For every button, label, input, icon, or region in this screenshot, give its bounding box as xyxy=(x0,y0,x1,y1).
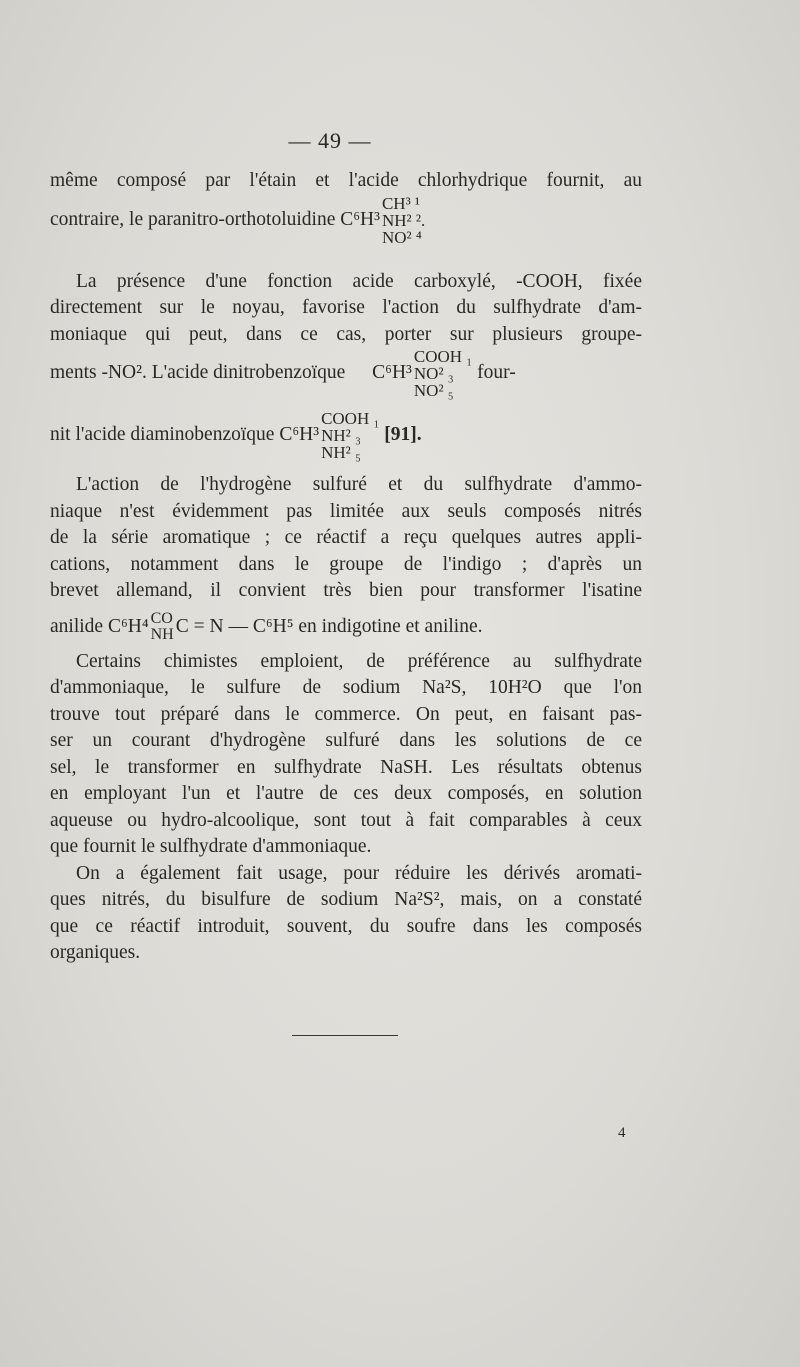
formula-group: COOH ₁ xyxy=(413,347,473,366)
text-line: cations, notamment dans le groupe de l'indigo ; d'après un xyxy=(50,553,642,575)
text-line: On a également fait usage, pour réduire les dérivés aromati- xyxy=(76,862,642,884)
formula-base: C⁶H³ xyxy=(340,208,380,230)
text-line: aqueuse ou hydro-alcoolique, sont tout à fait comparables à ceux xyxy=(50,809,642,831)
reference-number: [91]. xyxy=(384,423,422,445)
formula-groups xyxy=(382,195,425,246)
formula-line xyxy=(50,195,642,269)
text-line: trouve tout préparé dans le commerce. On peut, en faisant pas- xyxy=(50,703,642,725)
formula-group: NO² ⁴ xyxy=(381,227,422,247)
text-line: Certains chimistes emploient, de préférence au sulfhydrate xyxy=(76,650,642,672)
frac-top: CO xyxy=(150,610,173,628)
text-line: brevet allemand, il convient très bien pour transformer l'isatine xyxy=(50,580,642,601)
ring-fraction xyxy=(151,611,174,643)
text-line: niaque n'est évidemment pas limitée aux seuls composés nitrés xyxy=(50,500,642,522)
text-segment: ments -NO². L'acide dinitrobenzoïque xyxy=(50,361,346,383)
chemical-formula xyxy=(372,348,472,399)
formula-base: C⁶H³ xyxy=(279,423,320,445)
text-line: directement sur le noyau, favorise l'action du sulfhydrate d'am- xyxy=(50,297,642,318)
text-line: moniaque qui peut, dans ce cas, porter sur plusieurs groupe- xyxy=(50,323,642,345)
text-segment: contraire, le paranitro-orthotoluidine xyxy=(50,208,336,230)
formula-group: NO² ₅ xyxy=(413,381,454,400)
formula-group: CH³ ¹ xyxy=(381,193,421,213)
text-line: sel, le transformer en sulfhydrate NaSH. Les résultats obtenus xyxy=(50,756,642,778)
text-line: que ce réactif introduit, souvent, du soufre dans les composés xyxy=(50,915,642,937)
text-line: L'action de l'hydrogène sulfuré et du sulfhydrate d'ammo- xyxy=(76,474,642,495)
text-segment: nit l'acide diaminobenzoïque xyxy=(50,423,275,445)
formula-group: NO² ₃ xyxy=(413,364,454,383)
formula-groups xyxy=(321,410,379,461)
formula-group: NH² ₅ xyxy=(321,443,361,462)
text-segment: anilide C⁶H⁴ xyxy=(50,615,149,637)
text-line: que fournit le sulfhydrate d'ammoniaque. xyxy=(50,836,372,857)
text-line: La présence d'une fonction acide carboxylé, -COOH, fixée xyxy=(76,270,642,292)
formula-group: NH² ². xyxy=(381,210,426,230)
text-line: ques nitrés, du bisulfure de sodium Na²S², mais, on a constaté xyxy=(50,889,642,910)
formula-line xyxy=(50,605,642,649)
body-text xyxy=(50,168,642,967)
formula-group: COOH ₁ xyxy=(321,409,380,428)
text-line: même composé par l'étain et l'acide chlorhydrique fournit, au xyxy=(50,170,642,191)
formula-groups xyxy=(414,348,472,399)
chemical-formula xyxy=(340,195,425,246)
chemical-formula xyxy=(279,410,379,461)
text-segment: four- xyxy=(477,361,516,383)
text-line: en employant l'un et l'autre de ces deux composés, en solution xyxy=(50,783,642,804)
frac-bottom: NH xyxy=(150,626,174,644)
formula-line xyxy=(50,348,642,410)
signature-mark: 4 xyxy=(618,1125,626,1141)
text-line: de la série aromatique ; ce réactif a reçu quelques autres appli- xyxy=(50,527,642,548)
formula-group: NH² ₃ xyxy=(321,426,361,445)
formula-line xyxy=(50,410,642,472)
text-line: d'ammoniaque, le sulfure de sodium Na²S, 10H²O que l'on xyxy=(50,677,642,698)
formula-base: C⁶H³ xyxy=(372,361,412,383)
text-segment: C = N — C⁶H⁵ en indigotine et aniline. xyxy=(175,615,483,637)
section-divider xyxy=(292,1035,398,1036)
text-line: organiques. xyxy=(50,942,141,963)
text-line: ser un courant d'hydrogène sulfuré dans les solutions de ce xyxy=(50,730,642,751)
page-number: — 49 — xyxy=(288,128,372,153)
